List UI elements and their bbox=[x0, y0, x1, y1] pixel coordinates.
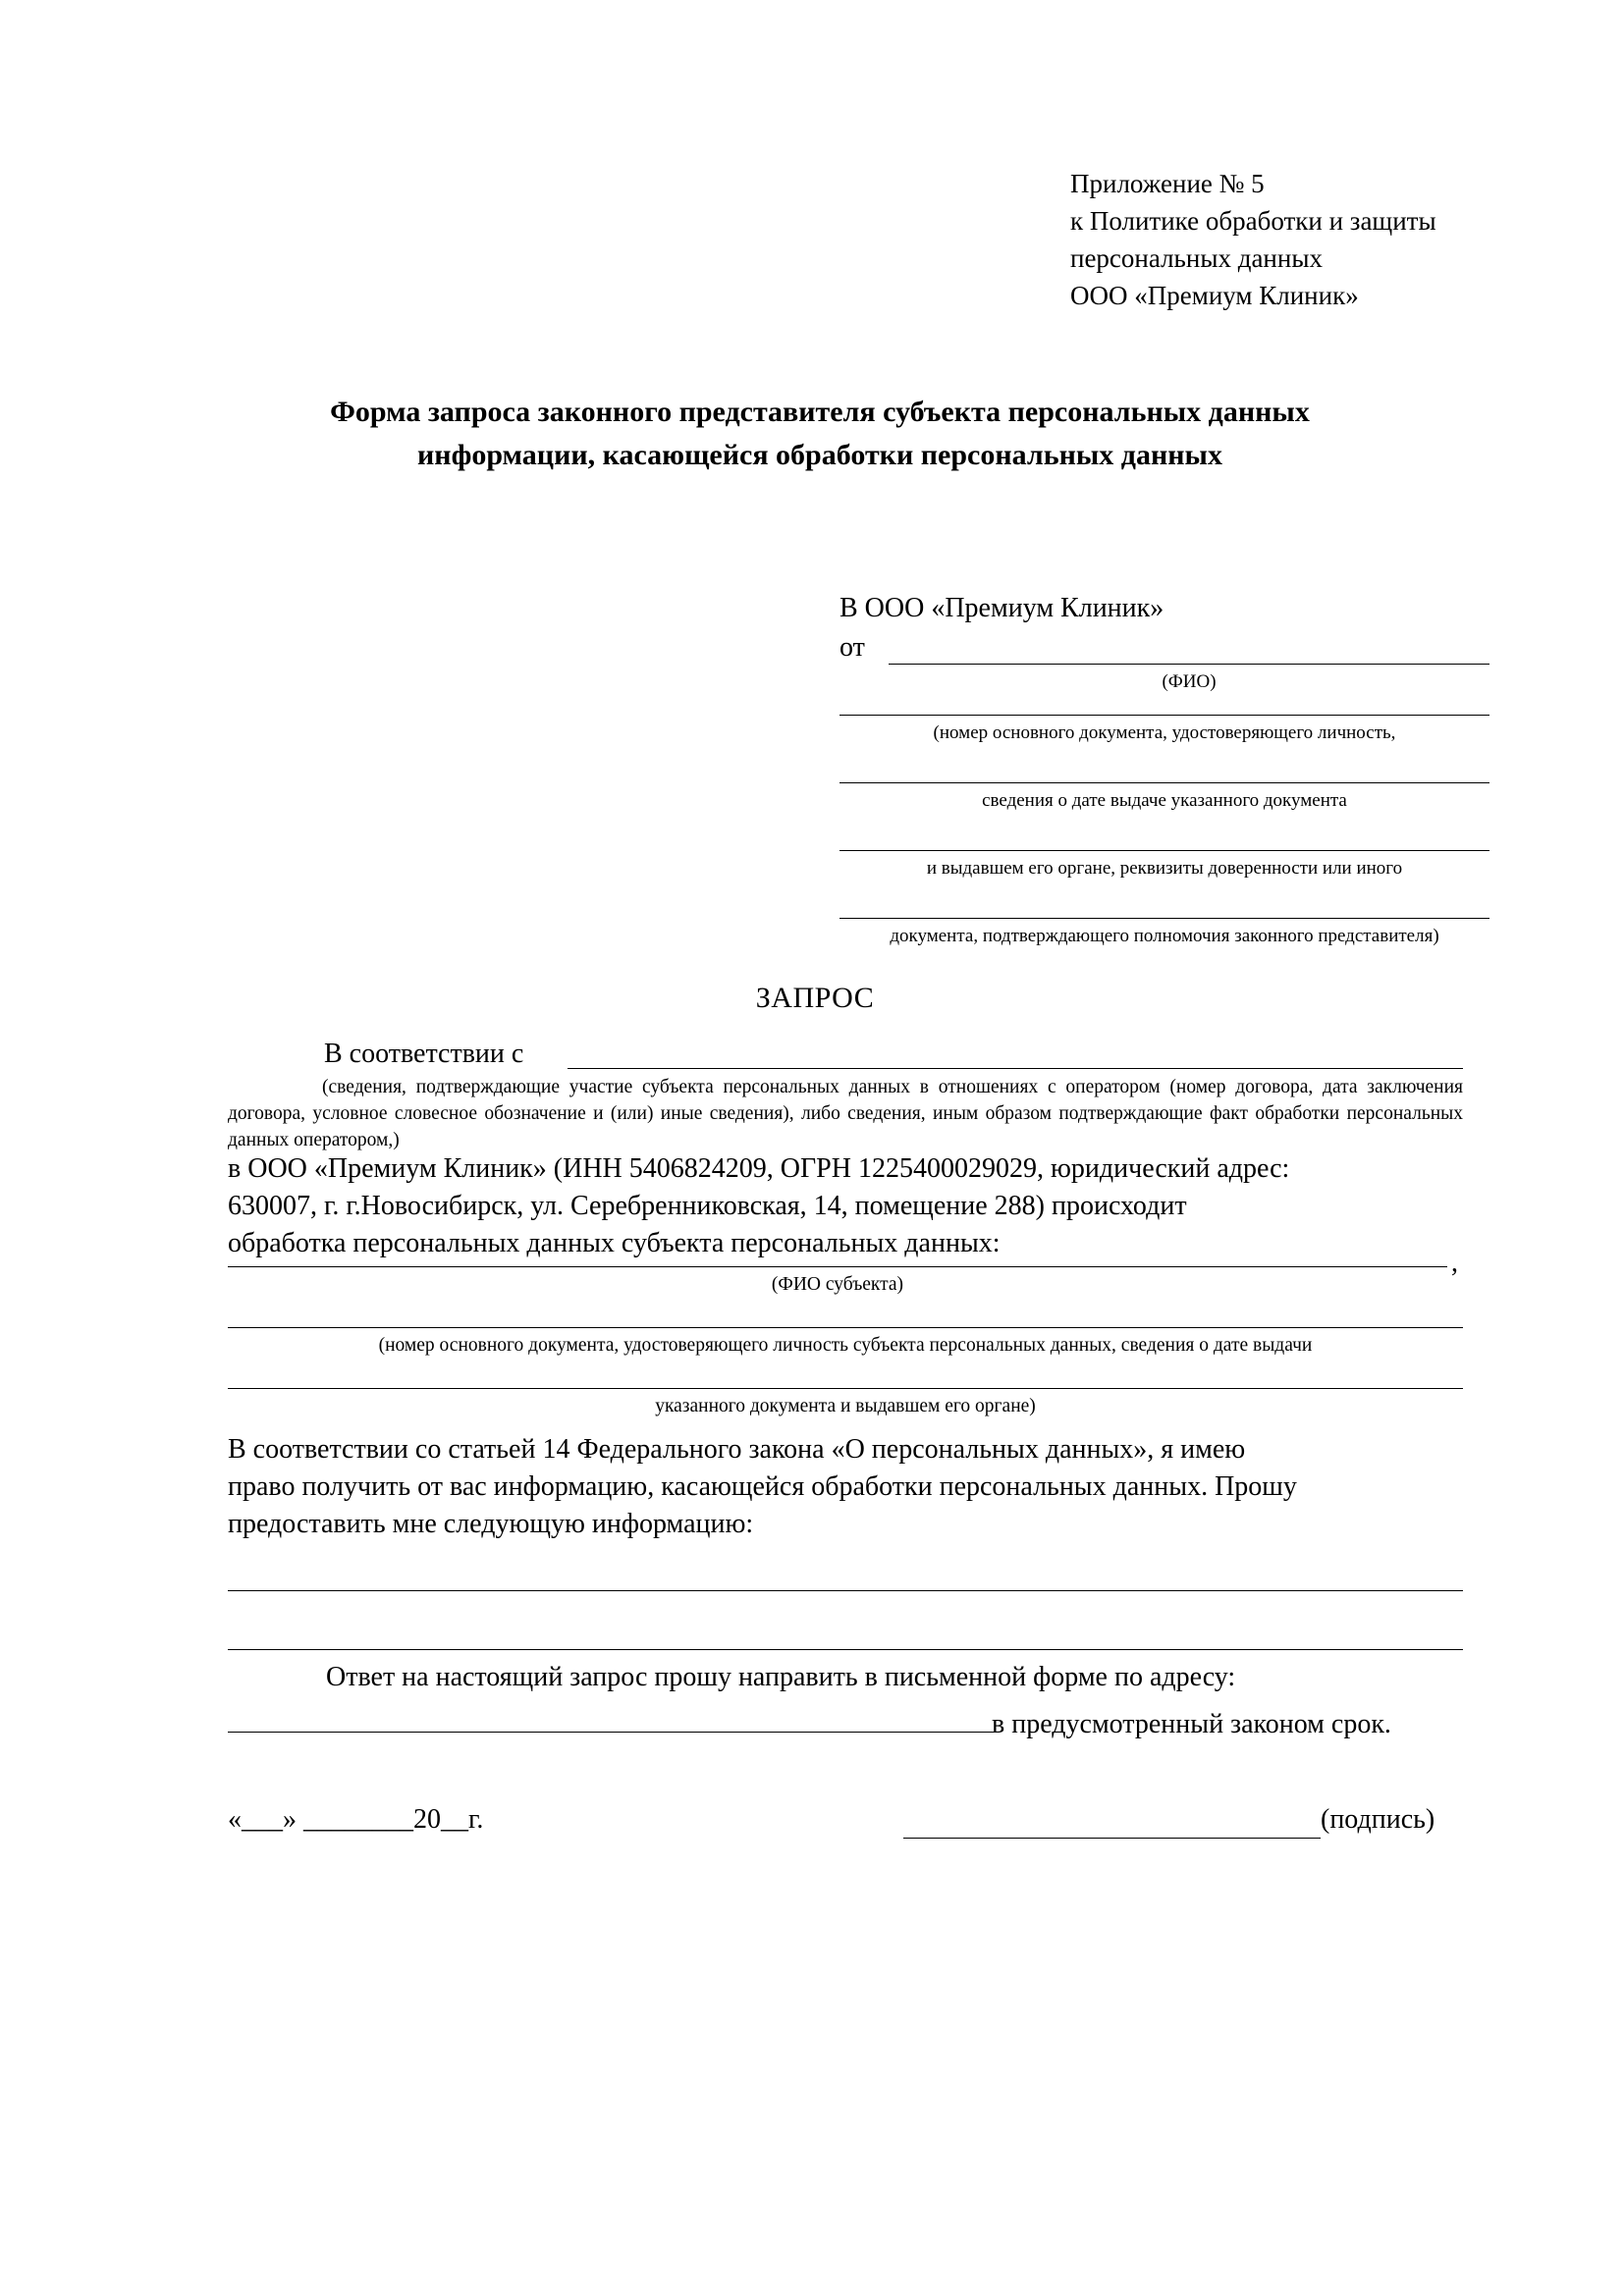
grounds-fill-line[interactable] bbox=[568, 1068, 1463, 1069]
answer-address-fill-line[interactable] bbox=[228, 1732, 994, 1733]
page-title-line-2: информации, касающейся обработки персональных данных bbox=[417, 439, 1222, 471]
doc-fill-line-1[interactable] bbox=[839, 715, 1489, 716]
answer-paragraph-line-2: в предусмотренный законом срок. bbox=[992, 1709, 1391, 1739]
appendix-line-2: к Политике обработки и защиты bbox=[1070, 206, 1436, 236]
answer-paragraph-line-1: Ответ на настоящий запрос прошу направить в письменной форме по адресу: bbox=[326, 1662, 1236, 1692]
doc-fill-line-2[interactable] bbox=[839, 782, 1489, 783]
law-paragraph bbox=[228, 1431, 1467, 1543]
caption-subject-fio: (ФИО субъекта) bbox=[771, 1274, 904, 1295]
doc-fill-line-3[interactable] bbox=[839, 850, 1489, 851]
caption-fio: (ФИО) bbox=[1162, 671, 1217, 692]
appendix-header bbox=[1070, 165, 1581, 314]
organization-paragraph bbox=[228, 1150, 1463, 1262]
comma-after-subject-line: , bbox=[1451, 1248, 1458, 1278]
addressee-organization: В ООО «Премиум Клиник» bbox=[839, 593, 1164, 623]
caption-doc-1: (номер основного документа, удостоверяющего личность, bbox=[933, 722, 1396, 743]
organization-paragraph-line-3: обработка персональных данных субъекта персональных данных: bbox=[228, 1228, 1001, 1258]
appendix-line-4: ООО «Премиум Клиник» bbox=[1070, 281, 1359, 310]
subject-doc-fill-line-1[interactable] bbox=[228, 1327, 1463, 1328]
appendix-line-3: персональных данных bbox=[1070, 243, 1323, 273]
organization-paragraph-line-2: 630007, г. г.Новосибирск, ул. Серебренниковская, 14, помещение 288) происходит bbox=[228, 1191, 1187, 1221]
information-fill-line-1[interactable] bbox=[228, 1590, 1463, 1591]
in-accordance-label: В соответствии с bbox=[324, 1039, 524, 1069]
date-line[interactable]: «___» ________20__г. bbox=[228, 1804, 484, 1835]
caption-doc-3: и выдавшем его органе, реквизиты доверенности или иного bbox=[926, 858, 1403, 879]
caption-subject-doc-2: указанного документа и выдавшем его органе) bbox=[655, 1396, 1036, 1416]
doc-fill-line-4[interactable] bbox=[839, 918, 1489, 919]
signature-label: (подпись) bbox=[1321, 1804, 1435, 1835]
information-fill-line-2[interactable] bbox=[228, 1649, 1463, 1650]
page-title bbox=[196, 391, 1443, 477]
page-title-line-1: Форма запроса законного представителя субъекта персональных данных bbox=[330, 396, 1310, 428]
caption-doc-2: сведения о дате выдаче указанного документа bbox=[982, 790, 1347, 811]
law-paragraph-line-3: предоставить мне следующую информацию: bbox=[228, 1509, 754, 1539]
subject-fio-fill-line[interactable] bbox=[228, 1266, 1447, 1267]
organization-paragraph-line-1: в ООО «Премиум Клиник» (ИНН 5406824209, ОГРН 1225400029029, юридический адрес: bbox=[228, 1153, 1290, 1184]
fio-fill-line[interactable] bbox=[889, 664, 1489, 665]
request-heading: ЗАПРОС bbox=[755, 982, 875, 1014]
law-paragraph-line-2: право получить от вас информацию, касающейся обработки персональных данных. Прошу bbox=[228, 1471, 1297, 1502]
caption-doc-4: документа, подтверждающего полномочия законного представителя) bbox=[890, 926, 1439, 946]
law-paragraph-line-1: В соответствии со статьей 14 Федерального закона «О персональных данных», я имею bbox=[228, 1434, 1246, 1465]
caption-subject-doc-1: (номер основного документа, удостоверяющего личность субъекта персональных данных, сведения о дате выдачи bbox=[378, 1335, 1313, 1356]
addressee-block bbox=[839, 589, 1468, 628]
signature-fill-line[interactable] bbox=[903, 1838, 1321, 1839]
appendix-line-1: Приложение № 5 bbox=[1070, 169, 1265, 198]
caption-grounds: (сведения, подтверждающие участие субъекта персональных данных в отношениях с оператором (номер договора, дата заключения договора, условное словесное обозначение и (или) иные сведения), либо сведения, иным образом подтверждающие факт обработки персональных данных оператором,) bbox=[228, 1077, 1463, 1150]
subject-doc-fill-line-2[interactable] bbox=[228, 1388, 1463, 1389]
from-label: от bbox=[839, 632, 865, 663]
